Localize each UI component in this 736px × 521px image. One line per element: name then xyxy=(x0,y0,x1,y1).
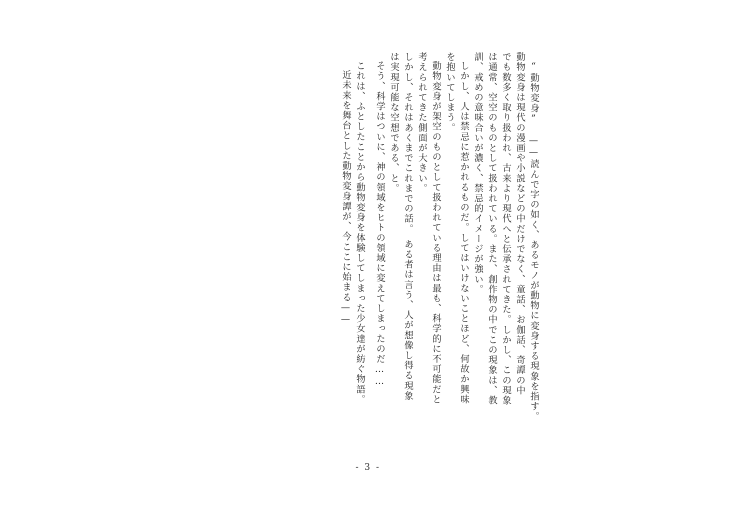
text-column: 動物変身は現代の漫画や小説などの中だけでなく、童話、お伽話、奇譚の中 xyxy=(514,52,525,396)
text-column: しかし、それはあくまでこれまでの話。 ある者は言う、人が想像し得る現象 xyxy=(402,52,413,401)
page-number: - 3 - xyxy=(355,463,381,473)
vertical-text-block xyxy=(232,52,538,442)
text-column: これは、ふとしたことから動物変身を体験してしまった少女達が紡ぐ物語。 xyxy=(354,61,365,405)
text-column: しかし、人は禁忌に惹かれるものだ。してはいけないことほど、何故か興味 xyxy=(458,61,469,405)
text-column: 考えられてきた側面が大きい。 xyxy=(416,52,427,194)
text-column: そう、科学はついに、神の領域をヒトの領域に変えてしまったのだ…… xyxy=(374,61,385,388)
text-column: は実現可能な空想である、と。 xyxy=(388,52,399,194)
text-column: 動物変身が架空のものとして扱われている理由は最も、科学的に不可能だと xyxy=(430,61,441,405)
text-column: 近未来を舞台とした動物変身譚が、今ここに始まる—— xyxy=(340,70,351,327)
text-column: は通常、空空のものとして扱われている。また、創作物の中でこの現象は、教 xyxy=(486,52,497,406)
text-column: を抱いてしまう。 xyxy=(444,52,455,133)
text-column: でも数多く取り扱われ、古来より現代へと伝承されてきた。しかし、この現象 xyxy=(500,52,511,406)
text-column: 訓、戒めの意味合いが濃く、禁忌的イメージが強い。 xyxy=(472,52,483,295)
text-column: “動物変身” ——読んで字の如く、あるモノが動物に変身する現象を指す。 xyxy=(528,61,539,422)
